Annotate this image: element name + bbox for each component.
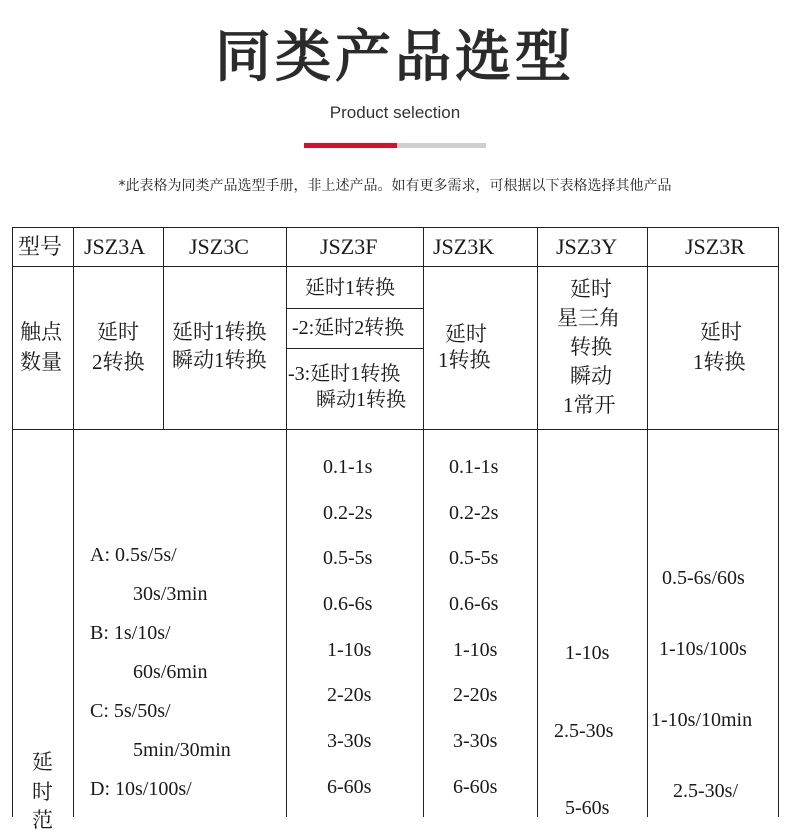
delay-jsz3a: 5min/30min xyxy=(133,739,231,761)
header-cell-jsz3c: JSZ3C xyxy=(189,234,249,259)
delay-jsz3k: 0.5-5s xyxy=(449,547,499,569)
contacts-jsz3y: 瞬动 xyxy=(570,364,612,388)
delay-jsz3k: 0.1-1s xyxy=(449,456,499,478)
contacts-jsz3a: 2转换 xyxy=(92,350,145,374)
delay-jsz3f: 2-20s xyxy=(327,684,372,706)
table-col-divider xyxy=(73,227,74,817)
header-cell-jsz3f: JSZ3F xyxy=(320,234,378,259)
delay-jsz3f: 0.6-6s xyxy=(323,593,373,615)
row-label-contacts: 数量 xyxy=(20,350,62,374)
table-row-divider xyxy=(12,266,778,267)
contacts-jsz3c: 延时1转换 xyxy=(172,320,267,344)
delay-jsz3f: 3-30s xyxy=(327,730,372,752)
contacts-jsz3c: 瞬动1转换 xyxy=(172,348,267,372)
delay-jsz3y: 5-60s xyxy=(565,797,610,819)
contacts-jsz3r: 1转换 xyxy=(693,350,746,374)
delay-jsz3f: 1-10s xyxy=(327,639,372,661)
delay-jsz3r: 1-10s/100s xyxy=(659,638,747,660)
contacts-jsz3f-3: -3:延时1转换 xyxy=(288,363,401,385)
table-cell-divider xyxy=(286,348,423,349)
delay-jsz3a: B: 1s/10s/ xyxy=(90,622,171,644)
header-cell-jsz3y: JSZ3Y xyxy=(556,234,618,259)
header-cell-jsz3k: JSZ3K xyxy=(433,234,495,259)
delay-jsz3f: 6-60s xyxy=(327,776,372,798)
delay-jsz3k: 0.2-2s xyxy=(449,502,499,524)
delay-jsz3f: 0.1-1s xyxy=(323,456,373,478)
table-cell-divider xyxy=(286,308,423,309)
delay-jsz3f: 0.5-5s xyxy=(323,547,373,569)
delay-jsz3f: 0.2-2s xyxy=(323,502,373,524)
table-border-right xyxy=(778,227,779,817)
contacts-jsz3f-1: 延时1转换 xyxy=(305,277,395,299)
contacts-jsz3y: 1常开 xyxy=(563,393,616,417)
contacts-jsz3r: 延时 xyxy=(700,320,742,344)
row-label-delay: 范 xyxy=(32,808,53,832)
header-cell-jsz3r: JSZ3R xyxy=(685,234,745,259)
table-col-divider xyxy=(423,227,424,817)
delay-jsz3a: 30s/3min xyxy=(133,583,208,605)
delay-jsz3r: 1-10s/10min xyxy=(651,709,753,731)
table-col-divider xyxy=(647,227,648,817)
delay-jsz3k: 2-20s xyxy=(453,684,498,706)
contacts-jsz3k: 1转换 xyxy=(438,348,491,372)
contacts-jsz3f-2: -2:延时2转换 xyxy=(292,317,405,339)
delay-jsz3k: 0.6-6s xyxy=(449,593,499,615)
page-subtitle: Product selection xyxy=(329,103,461,122)
row-label-delay: 时 xyxy=(32,780,53,804)
table-row-divider xyxy=(12,429,778,430)
delay-jsz3y: 2.5-30s xyxy=(554,720,614,742)
contacts-jsz3y: 转换 xyxy=(570,335,612,359)
delay-jsz3r: 0.5-6s/60s xyxy=(662,567,745,589)
table-note: *此表格为同类产品选型手册，非上述产品。如有更多需求，可根据以下表格选择其他产品 xyxy=(118,178,672,194)
page-title: 同类产品选型 xyxy=(215,25,575,90)
delay-jsz3r: 2.5-30s/ xyxy=(673,780,738,802)
row-label-delay: 延 xyxy=(32,750,53,774)
contacts-jsz3y: 延时 xyxy=(570,277,612,301)
header-cell-model: 型号 xyxy=(18,234,63,259)
contacts-jsz3k: 延时 xyxy=(445,322,487,346)
contacts-jsz3f-3: 瞬动1转换 xyxy=(316,389,406,411)
delay-jsz3y: 1-10s xyxy=(565,642,610,664)
header-cell-jsz3a: JSZ3A xyxy=(84,234,146,259)
delay-jsz3a: A: 0.5s/5s/ xyxy=(90,544,177,566)
delay-jsz3k: 1-10s xyxy=(453,639,498,661)
delay-jsz3a: 60s/6min xyxy=(133,661,208,683)
contacts-jsz3y: 星三角 xyxy=(557,306,620,330)
table-col-divider xyxy=(537,227,538,817)
row-label-contacts: 触点 xyxy=(20,320,62,344)
delay-jsz3a: C: 5s/50s/ xyxy=(90,700,171,722)
delay-jsz3k: 3-30s xyxy=(453,730,498,752)
table-border-left xyxy=(12,227,13,817)
table-border-top xyxy=(12,227,778,228)
contacts-jsz3a: 延时 xyxy=(97,320,139,344)
table-col-divider xyxy=(163,227,164,430)
delay-jsz3k: 6-60s xyxy=(453,776,498,798)
delay-jsz3a: D: 10s/100s/ xyxy=(90,778,192,800)
table-col-divider xyxy=(286,227,287,817)
